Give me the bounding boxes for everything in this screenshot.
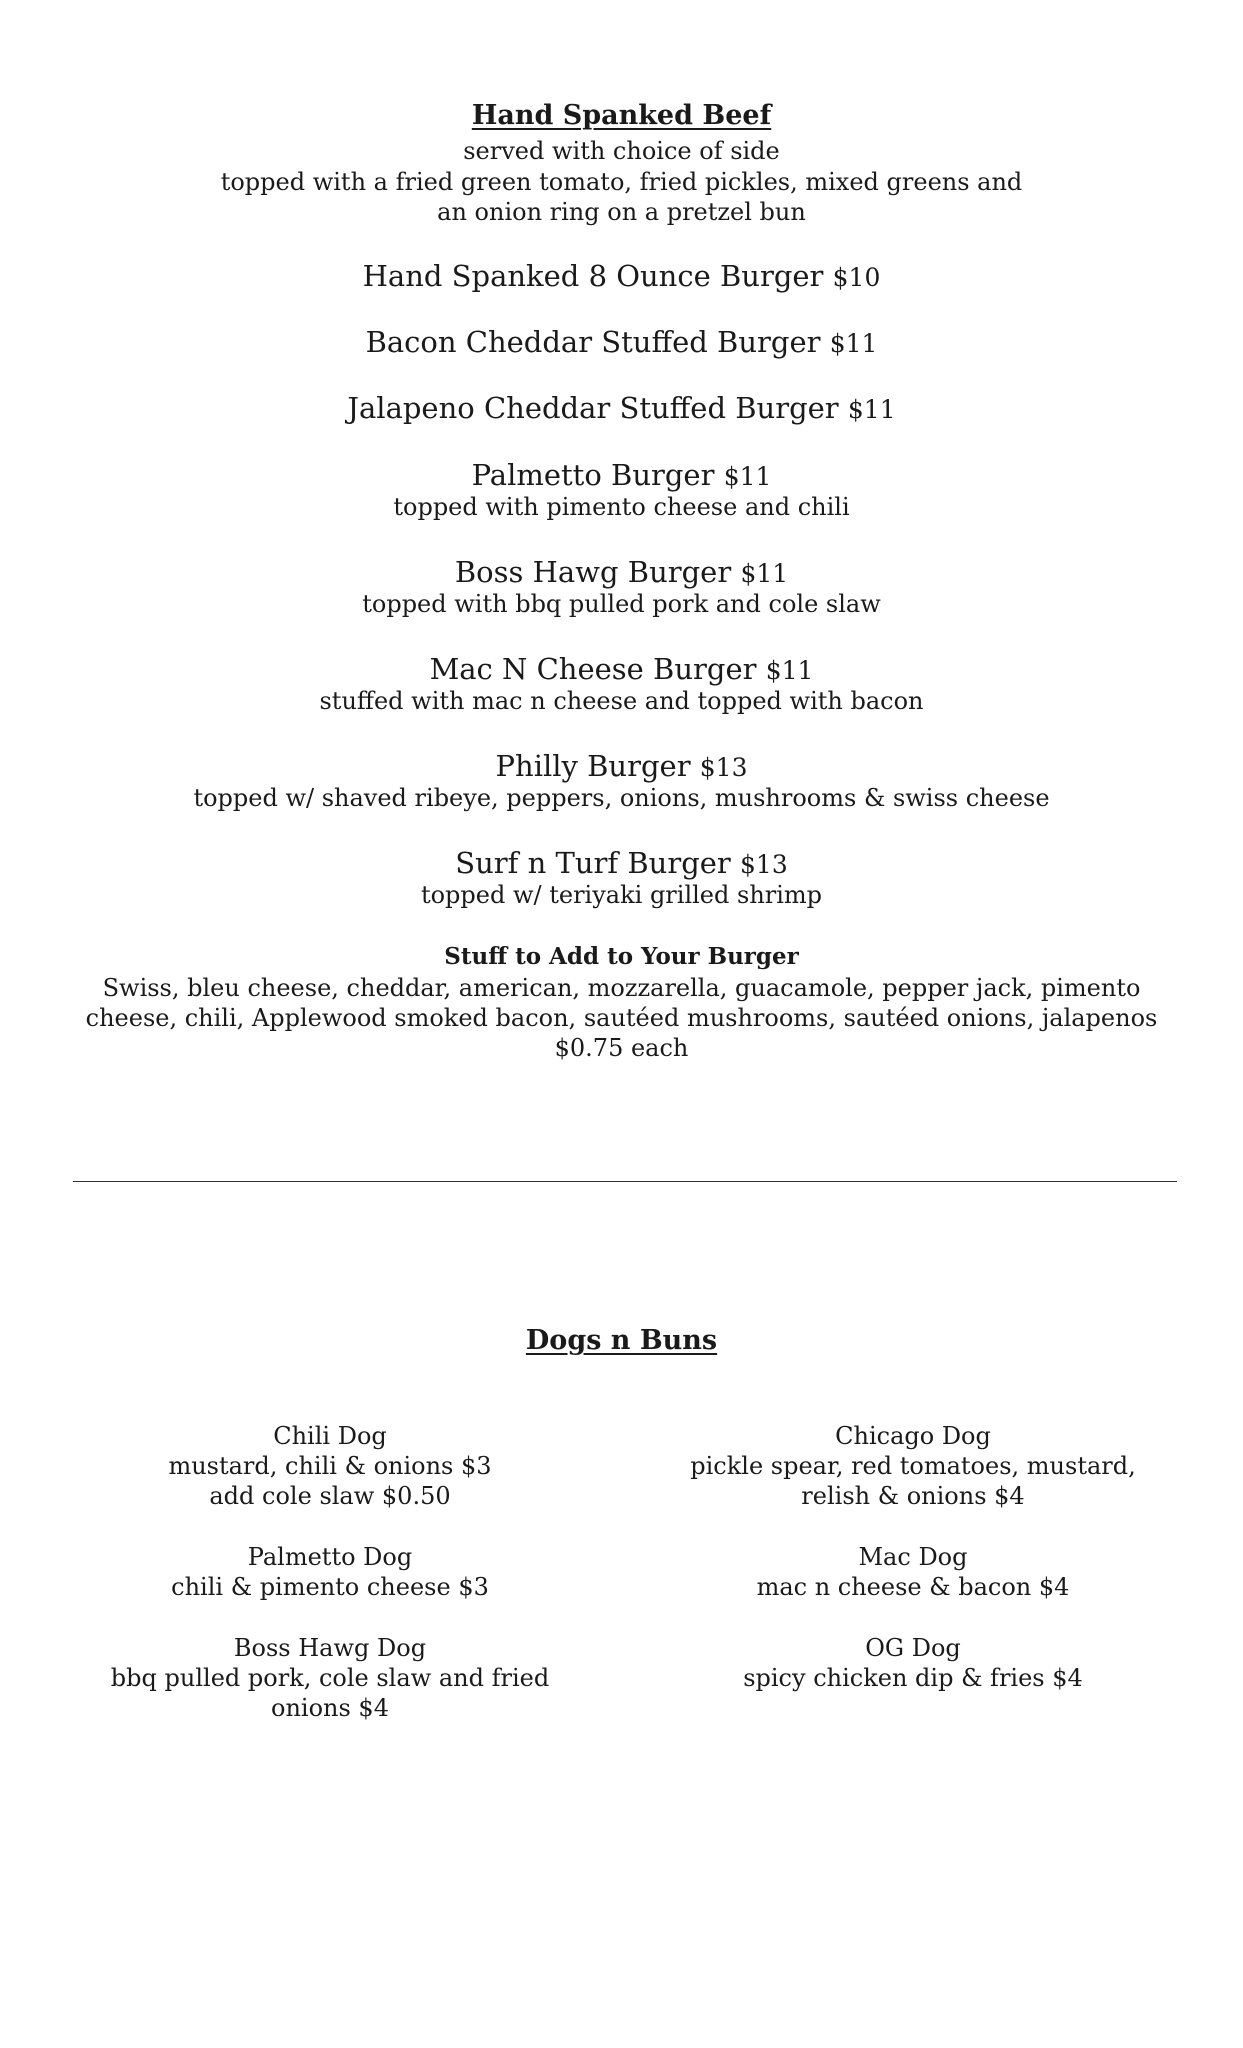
dog-name: Chili Dog	[273, 1422, 387, 1450]
burger-description: topped with pimento cheese and chili	[393, 493, 850, 521]
beef-subtitle: served with choice of side	[463, 137, 780, 165]
burger-item	[0, 259, 1243, 295]
burger-price: $10	[832, 263, 881, 292]
burger-name: Surf n Turf Burger	[455, 846, 731, 880]
burger-name: Mac N Cheese Burger	[429, 652, 757, 686]
burger-price: $11	[740, 559, 789, 588]
dog-item-boss-hawg	[70, 1633, 590, 1723]
dogs-left-column	[70, 1421, 590, 1754]
dog-item-chicago	[653, 1421, 1173, 1511]
dog-description: mustard, chili & onions $3	[168, 1452, 492, 1480]
dog-name: Chicago Dog	[835, 1422, 991, 1450]
burger-item	[0, 652, 1243, 688]
burger-item	[0, 458, 1243, 494]
dog-item-mac	[653, 1542, 1173, 1602]
dog-description-cont: onions $4	[271, 1694, 389, 1722]
addons-title: Stuff to Add to Your Burger	[444, 943, 799, 970]
burger-item	[0, 325, 1243, 361]
burger-name: Philly Burger	[495, 749, 691, 783]
burger-price: $11	[723, 462, 772, 491]
burger-price: $13	[740, 850, 788, 879]
dog-description: chili & pimento cheese $3	[171, 1573, 489, 1601]
addons-list-line-2: cheese, chili, Applewood smoked bacon, sautéed mushrooms, sautéed onions, jalapenos	[85, 1004, 1158, 1032]
burger-price: $11	[847, 395, 896, 424]
dog-name: Palmetto Dog	[247, 1543, 413, 1571]
burger-description: topped w/ teriyaki grilled shrimp	[420, 881, 823, 909]
burger-name: Hand Spanked 8 Ounce Burger	[362, 259, 824, 293]
burger-item	[0, 846, 1243, 882]
dog-item-chili	[70, 1421, 590, 1511]
dog-addon: add cole slaw $0.50	[209, 1482, 451, 1510]
dog-name: Boss Hawg Dog	[233, 1634, 427, 1662]
dog-description: pickle spear, red tomatoes, mustard,	[690, 1452, 1136, 1480]
burger-item	[0, 555, 1243, 591]
section-divider	[73, 1181, 1177, 1182]
dog-item-og	[653, 1633, 1173, 1693]
burger-name: Boss Hawg Burger	[454, 555, 732, 589]
dogs-right-column	[653, 1421, 1173, 1724]
addons-list-line-1: Swiss, bleu cheese, cheddar, american, mozzarella, guacamole, pepper jack, pimento	[102, 974, 1141, 1002]
beef-note-line-1: topped with a fried green tomato, fried pickles, mixed greens and	[220, 168, 1023, 196]
burger-price: $13	[699, 753, 748, 782]
addons-price: $0.75 each	[554, 1034, 689, 1062]
burger-description: topped with bbq pulled pork and cole slaw	[362, 590, 881, 618]
dog-name: Mac Dog	[858, 1543, 968, 1571]
burger-description: stuffed with mac n cheese and topped with bacon	[319, 687, 924, 715]
dogs-section-title: Dogs n Buns	[525, 1325, 718, 1356]
burger-item	[0, 391, 1243, 427]
burger-item	[0, 749, 1243, 785]
dog-description: bbq pulled pork, cole slaw and fried	[110, 1664, 550, 1692]
dog-description: mac n cheese & bacon $4	[756, 1573, 1070, 1601]
burger-name: Bacon Cheddar Stuffed Burger	[365, 325, 821, 359]
burger-price: $11	[765, 656, 814, 685]
burger-description: topped w/ shaved ribeye, peppers, onions, mushrooms & swiss cheese	[193, 784, 1050, 812]
beef-section-title: Hand Spanked Beef	[471, 100, 772, 131]
dog-description-cont: relish & onions $4	[801, 1482, 1025, 1510]
burger-name: Jalapeno Cheddar Stuffed Burger	[347, 391, 839, 425]
dog-description: spicy chicken dip & fries $4	[743, 1664, 1083, 1692]
beef-note-line-2: an onion ring on a pretzel bun	[437, 198, 806, 226]
dog-name: OG Dog	[865, 1634, 961, 1662]
burger-name: Palmetto Burger	[471, 458, 715, 492]
dog-item-palmetto	[70, 1542, 590, 1602]
burger-price: $11	[829, 329, 878, 358]
